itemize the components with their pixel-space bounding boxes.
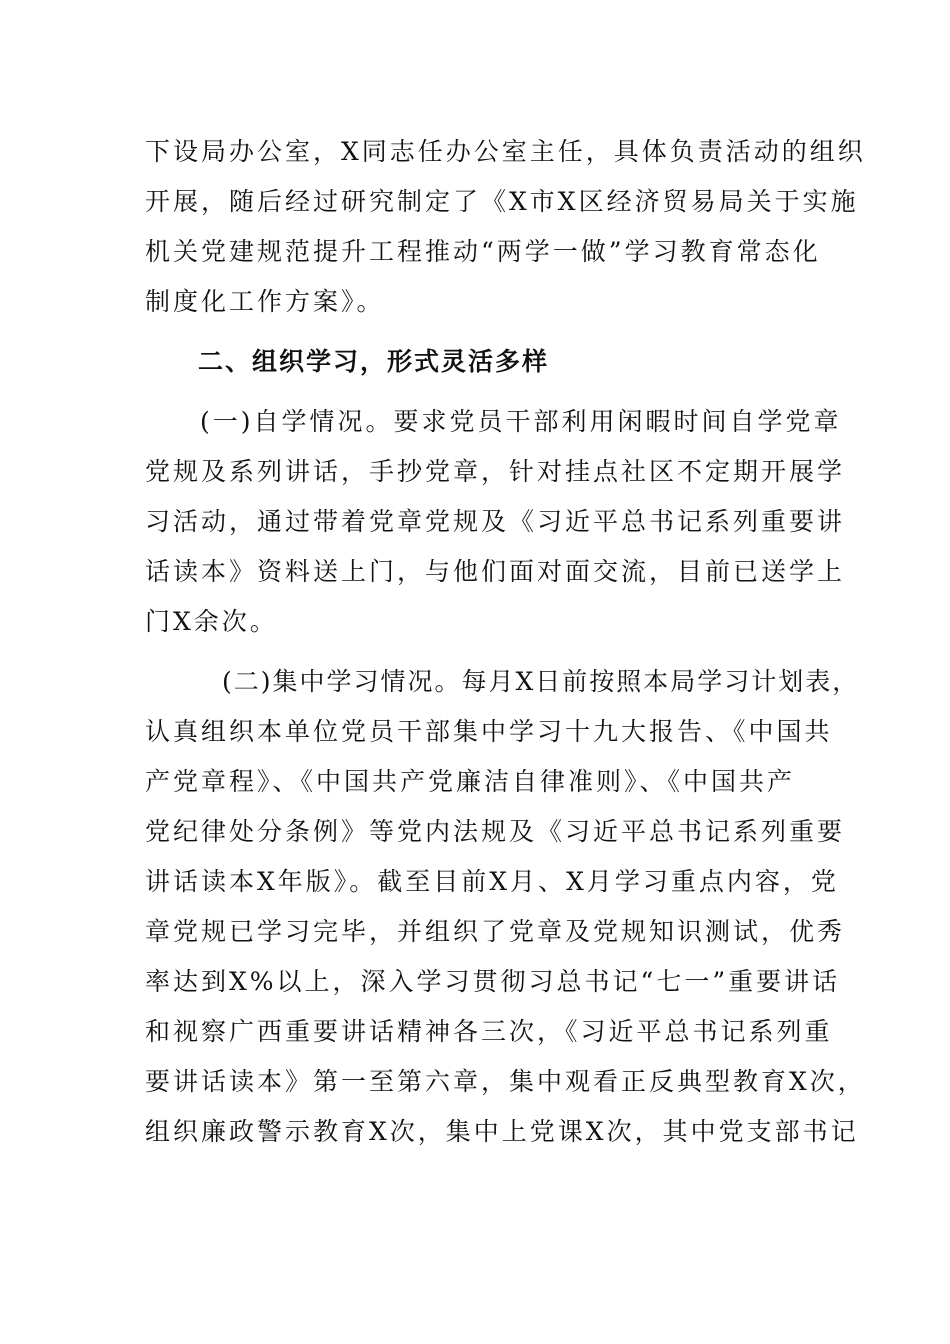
paragraph-3-line-4: 党纪律处分条例》等党内法规及《习近平总书记系列重要 [145, 817, 846, 846]
paragraph-3-line-3: 产党章程》、《中国共产党廉洁自律准则》、《中国共产 [145, 767, 796, 796]
section-heading: 二、组织学习，形式灵活多样 [198, 347, 550, 376]
paragraph-1-line-2: 开展，随后经过研究制定了《X市X区经济贸易局关于实施 [145, 187, 859, 216]
paragraph-1-line-4: 制度化工作方案》。 [145, 287, 385, 316]
paragraph-3-line-5: 讲话读本X年版》。截至目前X月、X月学习重点内容，党 [145, 867, 839, 896]
paragraph-3-line-9: 要讲话读本》第一至第六章，集中观看正反典型教育X次， [145, 1067, 866, 1096]
paragraph-3-line-2: 认真组织本单位党员干部集中学习十九大报告、《中国共 [145, 717, 833, 746]
paragraph-1-line-3: 机关党建规范提升工程推动“两学一做”学习教育常态化 [145, 237, 821, 266]
paragraph-2-line-4: 话读本》资料送上门，与他们面对面交流，目前已送学上 [145, 557, 846, 586]
paragraph-1-line-1: 下设局办公室，X同志任办公室主任，具体负责活动的组织 [145, 137, 866, 166]
paragraph-3-line-6: 章党规已学习完毕，并组织了党章及党规知识测试，优秀 [145, 917, 846, 946]
paragraph-2-line-5: 门X余次。 [145, 607, 278, 636]
paragraph-3-line-10: 组织廉政警示教育X次，集中上党课X次，其中党支部书记 [145, 1117, 859, 1146]
paragraph-2-line-2: 党规及系列讲话，手抄党章，针对挂点社区不定期开展学 [145, 457, 846, 486]
paragraph-3-line-1: (二)集中学习情况。每月X日前按照本局学习计划表， [222, 667, 860, 696]
paragraph-3-line-7: 率达到X%以上，深入学习贯彻习总书记“七一”重要讲话 [145, 967, 841, 996]
paragraph-3-line-8: 和视察广西重要讲话精神各三次，《习近平总书记系列重 [145, 1017, 833, 1046]
paragraph-2-line-3: 习活动，通过带着党章党规及《习近平总书记系列重要讲 [145, 507, 846, 536]
paragraph-2-line-1: (一)自学情况。要求党员干部利用闲暇时间自学党章 [200, 407, 842, 436]
